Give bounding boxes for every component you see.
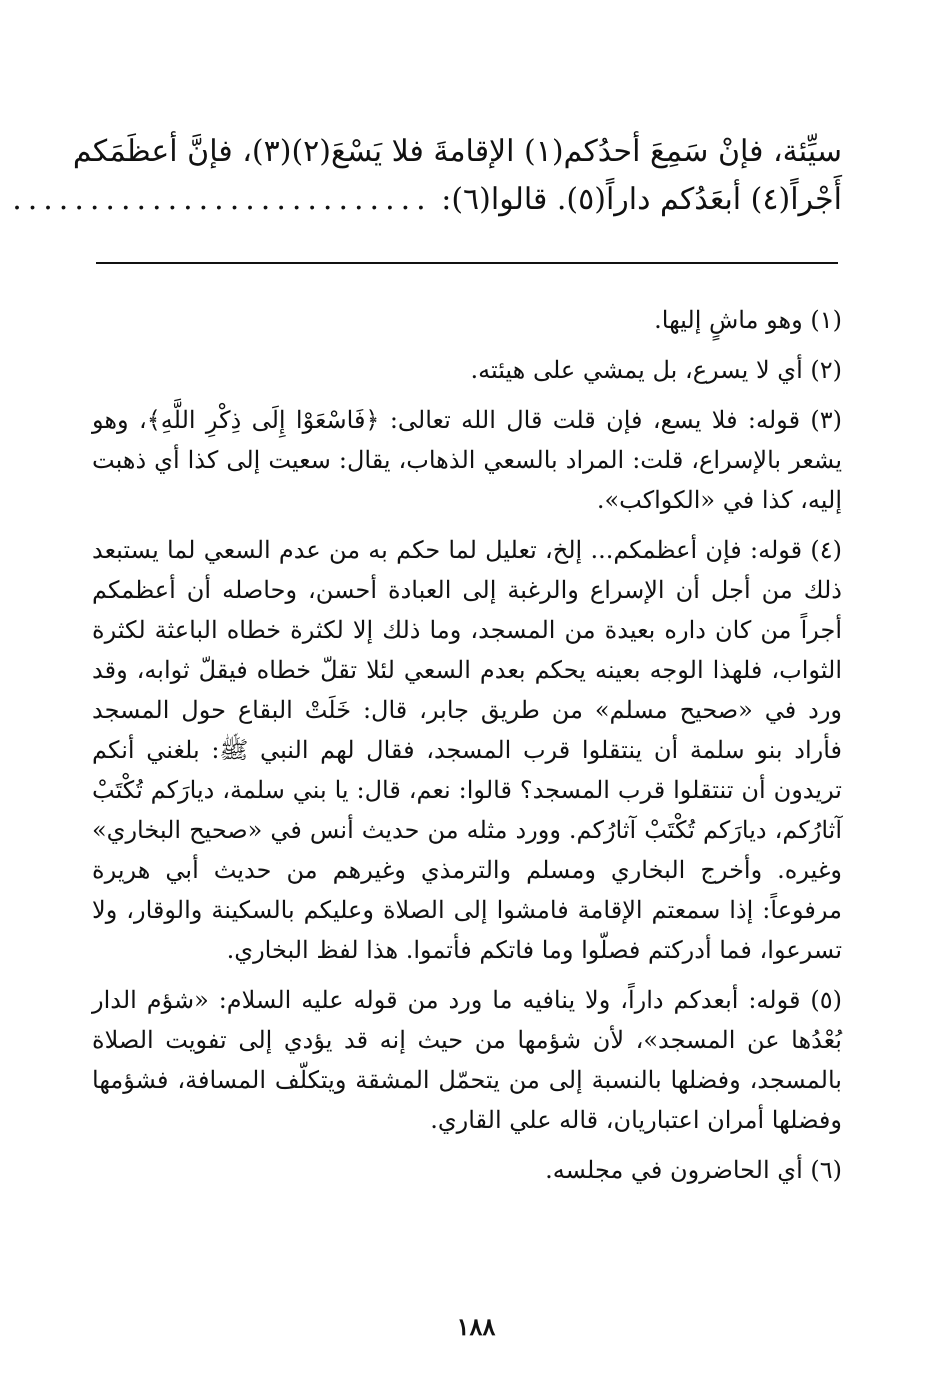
main-text-line-2-text: أَجْراً(٤) أبعَدُكم داراً(٥). قالوا(٦): bbox=[441, 182, 842, 217]
main-text-line-2 bbox=[12, 176, 842, 224]
footnote-3: (٣) قوله: فلا يسع، فإن قلت قال الله تعالى: ﴿فَاسْعَوْا إِلَى ذِكْرِ اللَّهِ﴾، وهو يشعر بالإسراع، قلت: المراد بالسعي الذهاب، يقال: سعيت إلى كذا أي ذهبت إليه، كذا في «الكواكب». bbox=[92, 406, 842, 514]
main-text-line-1: سيِّئة، فإنْ سَمِعَ أحدُكم(١) الإقامةَ فلا يَسْعَ(٢)(٣)، فإنَّ أعظَمَكم bbox=[72, 134, 842, 169]
page-number: ١٨٨ bbox=[456, 1312, 496, 1341]
footnote-2: (٢) أي لا يسرع، بل يمشي على هيئته. bbox=[470, 356, 842, 384]
footnote-6: (٦) أي الحاضرون في مجلسه. bbox=[545, 1156, 842, 1184]
footnote-1: (١) وهو ماشٍ إليها. bbox=[654, 306, 842, 334]
footnote-5: (٥) قوله: أبعدكم داراً، ولا ينافيه ما ورد من قوله عليه السلام: «شؤم الدار بُعْدُها عن المسجد»، لأن شؤمها من حيث إنه قد يؤدي إلى تفويت الصلاة بالمسجد، وفضلها بالنسبة إلى من يتحمّل المشقة ويتكلّف المسافة، فشؤمها وفضلها أمران اعتباريان، قاله علي القاري. bbox=[92, 986, 842, 1134]
main-text-block bbox=[12, 128, 842, 224]
footnotes-section bbox=[92, 300, 842, 1200]
ellipsis-dots: ........................... bbox=[12, 182, 432, 217]
footnote-4: (٤) قوله: فإن أعظمكم... إلخ، تعليل لما حكم به من عدم السعي لما يستبعد ذلك من أجل أن الإسراع والرغبة إلى العبادة أحسن، وحاصله أن أعظمكم أجراً من كان داره بعيدة من المسجد، وما ذلك إلا لكثرة خطاه الباعثة لكثرة الثواب، فلهذا الوجه بعينه يحكم بعدم السعي لئلا تقلّ خطاه فيقلّ ثوابه، وقد ورد في «صحيح مسلم» من طريق جابر، قال: خَلَتْ البقاع حول المسجد فأراد بنو سلمة أن ينتقلوا قرب المسجد، فقال لهم النبي ﷺ: بلغني أنكم تريدون أن تنتقلوا قرب المسجد؟ قالوا: نعم، قال: يا بني سلمة، ديارَكم تُكْتَبْ آثارُكم، ديارَكم تُكْتَبْ آثارُكم. وورد مثله من حديث أنس في «صحيح البخاري» وغيره. وأخرج البخاري ومسلم والترمذي وغيرهم من حديث أبي هريرة مرفوعاً: إذا سمعتم الإقامة فامشوا إلى الصلاة وعليكم بالسكينة والوقار، ولا تسرعوا، فما أدركتم فصلّوا وما فاتكم فأتموا. هذا لفظ البخاري. bbox=[92, 536, 842, 964]
footnote-separator bbox=[96, 262, 838, 264]
